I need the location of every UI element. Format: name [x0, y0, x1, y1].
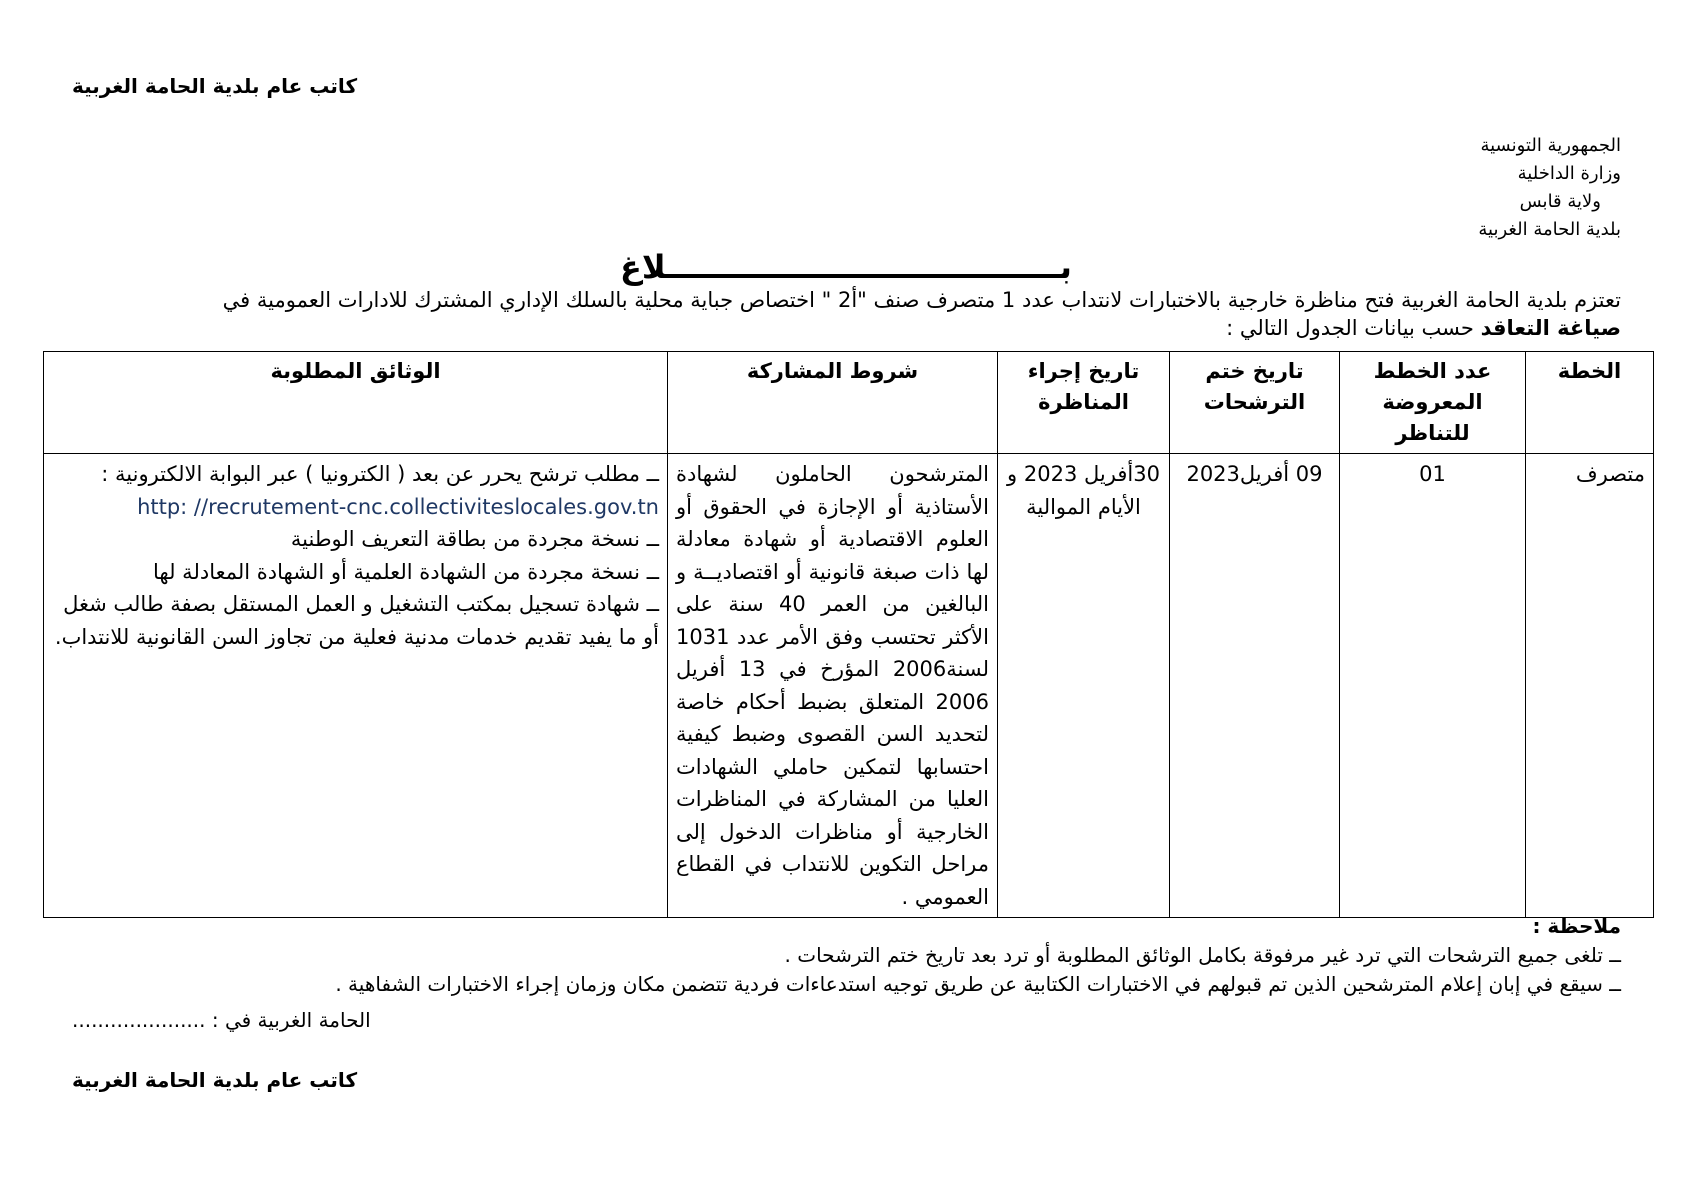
competition-table [43, 351, 1654, 918]
letterhead-line-governorate: ولاية قابس [1519, 191, 1601, 212]
letterhead-line-municipality: بلدية الحامة الغربية [1478, 219, 1621, 240]
cell-plan: متصرف [1526, 454, 1654, 918]
header-conditions: شروط المشاركة [668, 352, 998, 454]
notes-section [335, 912, 1621, 999]
signature-top: كاتب عام بلدية الحامة الغربية [72, 74, 358, 98]
header-exam-date: تاريخ إجراء المناظرة [998, 352, 1170, 454]
intro-paragraph [110, 286, 1621, 342]
signature-bottom: كاتب عام بلدية الحامة الغربية [72, 1068, 358, 1092]
intro-line-2 [110, 314, 1621, 342]
letterhead-line-republic: الجمهورية التونسية [1480, 135, 1621, 156]
place-date-line: الحامة الغربية في : ..................... [72, 1008, 371, 1032]
header-closing-date: تاريخ ختم الترشحات [1170, 352, 1340, 454]
document-item-diploma: ــ نسخة مجردة من الشهادة العلمية أو الشهادة المعادلة لها [153, 559, 659, 584]
note-item-1: ــ تلغى جميع الترشحات التي ترد غير مرفوقة بكامل الوثائق المطلوبة أو ترد بعد تاريخ ختم الترشحات . [784, 943, 1621, 967]
intro-bold-phrase: صياغة التعاقد [1480, 316, 1621, 340]
page-title: بــــــــــــــــــــــــــــــــــــلاغ [620, 248, 1072, 286]
notes-label: ملاحظة : [1532, 914, 1621, 938]
header-documents: الوثائق المطلوبة [44, 352, 668, 454]
document-item-employment-certificate: ــ شهادة تسجيل بمكتب التشغيل و العمل المستقل بصفة طالب شغل أو ما يفيد تقديم خدمات مدنية فعلية من تجاوز السن القانونية للانتداب. [54, 592, 659, 649]
table-row [44, 454, 1654, 918]
cell-positions: 01 [1340, 454, 1526, 918]
letterhead [1478, 132, 1621, 244]
document-item-id-card: ــ نسخة مجردة من بطاقة التعريف الوطنية [290, 527, 659, 551]
header-plan: الخطة [1526, 352, 1654, 454]
note-item-2: ــ سيقع في إبان إعلام المترشحين الذين تم قبولهم في الاختبارات الكتابية عن طريق توجيه استدعاءات فردية تتضمن مكان وزمان إجراء الاختبارات الشفاهية . [335, 972, 1621, 996]
intro-line-2-rest: حسب بيانات الجدول التالي : [1226, 316, 1481, 340]
document-item-application: ــ مطلب ترشح يحرر عن بعد ( الكترونيا ) عبر البوابة الالكترونية : [101, 462, 659, 486]
cell-conditions: المترشحون الحاملون لشهادة الأستاذية أو الإجازة في الحقوق أو العلوم الاقتصادية أو شهادة معادلة لها ذات صبغة قانونية أو اقتصاديــة و البالغين من العمر 40 سنة على الأكثر تحتسب وفق الأمر عدد 1031 لسنة2006 المؤرخ في 13 أفريل 2006 المتعلق بضبط أحكام خاصة لتحديد السن القصوى وضبط كيفية احتسابها لتمكين حاملي الشهادات العليا من المشاركة في المناظرات الخارجية أو مناظرات الدخول إلى مراحل التكوين للانتداب في القطاع العمومي . [668, 454, 998, 918]
header-positions: عدد الخطط المعروضة للتناظر [1340, 352, 1526, 454]
table-header-row [44, 352, 1654, 454]
cell-documents [44, 454, 668, 918]
cell-exam-date: 30أفريل 2023 و الأيام الموالية [998, 454, 1170, 918]
intro-line-1: تعتزم بلدية الحامة الغربية فتح مناظرة خارجية بالاختبارات لانتداب عدد 1 متصرف صنف "أ2 " اختصاص جباية محلية بالسلك الإداري المشترك للادارات العمومية في [222, 288, 1621, 312]
letterhead-line-ministry: وزارة الداخلية [1517, 163, 1621, 184]
cell-closing-date: 09 أفريل2023 [1170, 454, 1340, 918]
portal-url-link[interactable]: http: //recrutement-cnc.collectiviteslocales.gov.tn [137, 494, 659, 519]
